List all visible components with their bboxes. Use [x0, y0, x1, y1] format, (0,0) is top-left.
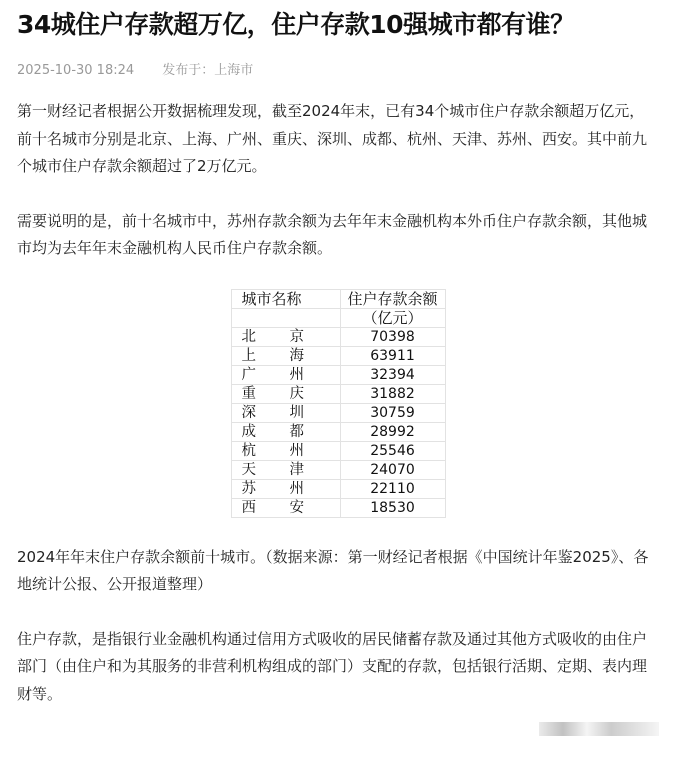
- deposit-cell: 24070: [340, 460, 445, 479]
- publish-location: 发布于：上海市: [162, 63, 254, 78]
- city-cell: [231, 346, 340, 365]
- table-row: [231, 479, 445, 498]
- table-row: [231, 441, 445, 460]
- header-deposit: 住户存款余额: [340, 289, 445, 308]
- deposit-cell: 28992: [340, 422, 445, 441]
- paragraph-2: 需要说明的是，前十名城市中，苏州存款余额为去年年末金融机构本外币住户存款余额，其他城市均为去年年末金融机构人民币住户存款余额。: [17, 211, 648, 257]
- table-row: [231, 365, 445, 384]
- paragraph-3: 住户存款，是指银行业金融机构通过信用方式吸收的居民储蓄存款及通过其他方式吸收的由住户部门（由住户和为其服务的非营利机构组成的部门）支配的存款，包括银行活期、定期、表内理财等。: [17, 629, 648, 703]
- deposit-cell: 32394: [340, 365, 445, 384]
- header-unit: （亿元）: [340, 308, 445, 327]
- city-cell: [231, 384, 340, 403]
- deposit-cell: 22110: [340, 479, 445, 498]
- city-cell: [231, 460, 340, 479]
- table-row: [231, 384, 445, 403]
- city-char-2: 圳: [289, 404, 304, 421]
- city-char-1: 成: [241, 423, 256, 440]
- city-char-2: 都: [289, 423, 304, 440]
- watermark: [539, 722, 659, 736]
- city-cell: [231, 403, 340, 422]
- city-cell: [231, 441, 340, 460]
- deposit-table: [231, 289, 446, 518]
- city-cell: [231, 422, 340, 441]
- deposit-cell: 70398: [340, 327, 445, 346]
- city-char-1: 深: [241, 404, 256, 421]
- city-cell: [231, 327, 340, 346]
- deposit-cell: 63911: [340, 346, 445, 365]
- table-row: [231, 460, 445, 479]
- deposit-cell: 18530: [340, 498, 445, 517]
- city-cell: [231, 479, 340, 498]
- city-char-2: 州: [289, 480, 304, 497]
- city-char-2: 庆: [289, 385, 304, 402]
- city-cell: [231, 365, 340, 384]
- table-row: [231, 403, 445, 422]
- city-char-1: 上: [241, 347, 256, 364]
- table-container: [17, 289, 659, 518]
- city-cell: [231, 498, 340, 517]
- city-char-2: 州: [289, 366, 304, 383]
- header-empty-cell: [231, 308, 340, 327]
- city-char-1: 重: [241, 385, 256, 402]
- city-char-2: 安: [289, 499, 304, 516]
- article-title: 34城住户存款超万亿，住户存款10强城市都有谁？: [17, 10, 575, 39]
- city-char-1: 杭: [241, 442, 256, 459]
- city-char-1: 广: [241, 366, 256, 383]
- city-char-2: 海: [289, 347, 304, 364]
- city-char-2: 州: [289, 442, 304, 459]
- paragraph-1: 第一财经记者根据公开数据梳理发现，截至2024年末，已有34个城市住户存款余额超万亿元，前十名城市分别是北京、上海、广州、重庆、深圳、成都、杭州、天津、苏州、西安。其中前九个城市住户存款余额超过了2万亿元。: [17, 102, 648, 175]
- city-char-1: 西: [241, 499, 256, 516]
- publish-date: 2025-10-30 18:24: [17, 63, 135, 78]
- header-city: 城市名称: [231, 289, 340, 308]
- table-header-row-2: [231, 308, 445, 327]
- city-char-1: 北: [241, 328, 256, 345]
- article-meta: [17, 62, 659, 80]
- table-caption: 2024年年末住户存款余额前十城市。（数据来源：第一财经记者根据《中国统计年鉴2025》、各地统计公报、公开报道整理）: [17, 547, 649, 593]
- table-row: [231, 498, 445, 517]
- city-char-1: 苏: [241, 480, 256, 497]
- city-char-2: 京: [289, 328, 304, 345]
- city-char-2: 津: [289, 461, 304, 478]
- table-row: [231, 422, 445, 441]
- deposit-cell: 30759: [340, 403, 445, 422]
- table-header-row: [231, 289, 445, 308]
- table-row: [231, 346, 445, 365]
- city-char-1: 天: [241, 461, 256, 478]
- table-row: [231, 327, 445, 346]
- deposit-cell: 31882: [340, 384, 445, 403]
- deposit-cell: 25546: [340, 441, 445, 460]
